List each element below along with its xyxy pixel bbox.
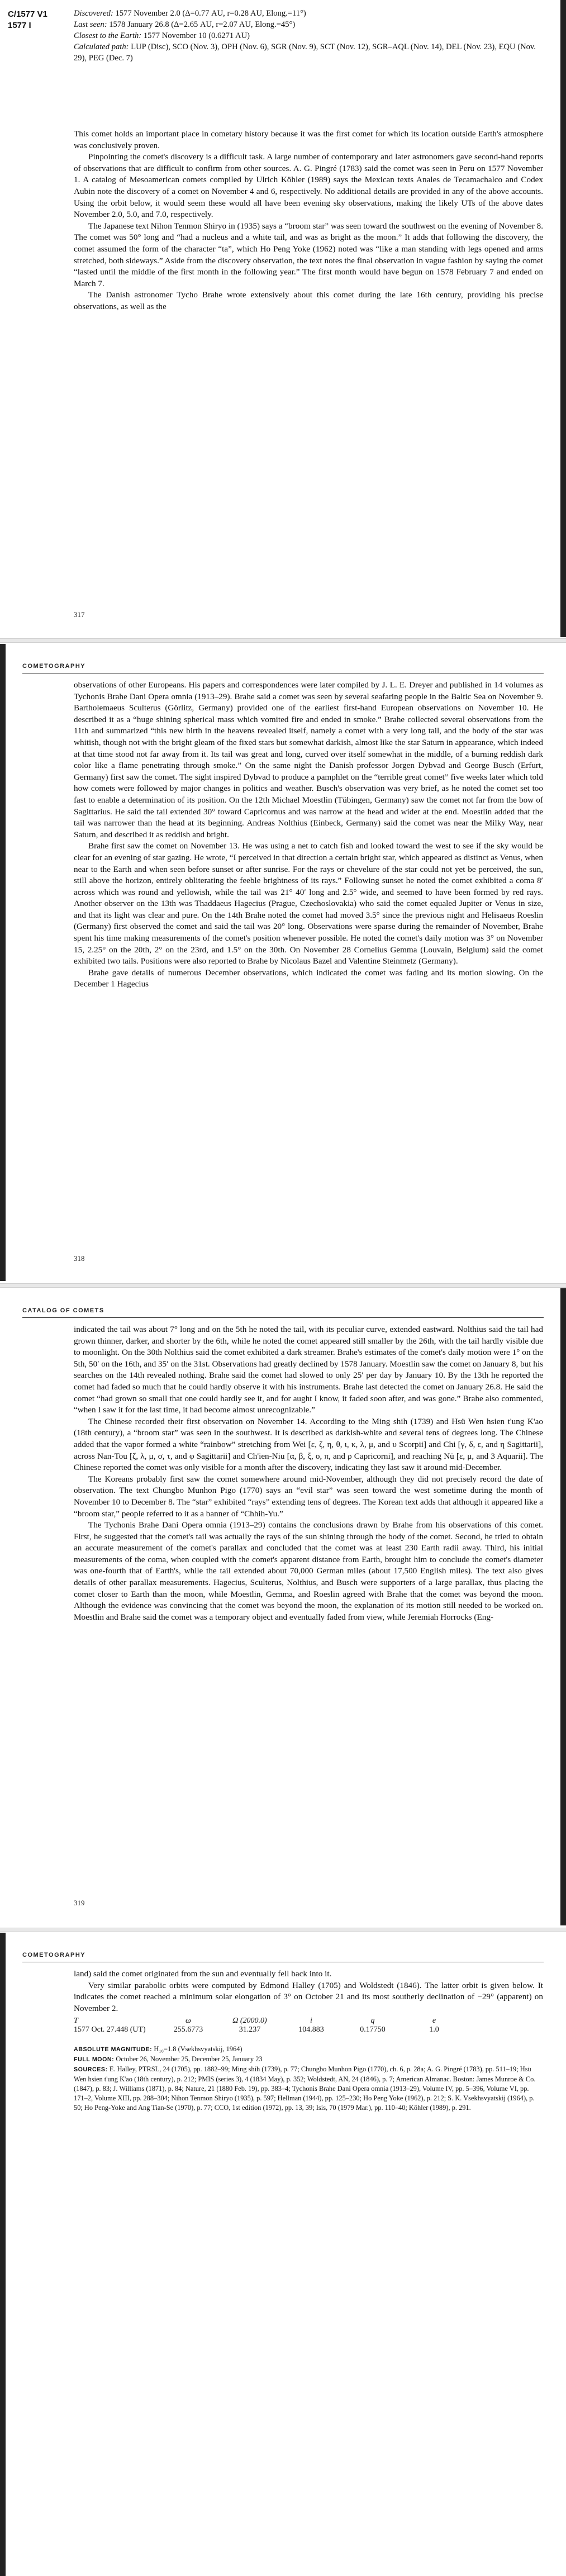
page-320 bbox=[0, 1933, 566, 2576]
scan-edge bbox=[560, 0, 566, 637]
orbit-col-e: e bbox=[432, 2017, 436, 2025]
page-divider bbox=[0, 638, 566, 643]
page-318 bbox=[0, 644, 566, 1281]
comet-designation bbox=[8, 9, 73, 31]
paragraph: Very similar parabolic orbits were computed by Edmond Halley (1705) and Woldstedt (1846). The latter orbit is given below. It indicates the comet reached a minimum solar elongation of 3° on October 21 and its most southerly declination of −29° (apparent) on November 2. bbox=[74, 1980, 543, 2013]
paragraph: observations of other Europeans. His papers and correspondences were later compiled by J. L. E. Dreyer and published in 14 volumes as Tychonis Brahe Dani Opera omnia (1913–29). Brahe said a comet was seen by several seafaring people in the Baltic Sea on November 9. Bartholemaeus Sculterus (Görlitz, Germany) provided one of the earliest first-hand European observations on November 10. He described it as a “huge shining spherical mass which vomited fire and ended in smoke.” Brahe collected several observations from the 11th and summarized “this new birth in the heavens revealed itself, namely a comet with a very long tail, and the body of the star was whitish, though not with the bright gleam of the fixed stars but somewhat darkish, almost like the star Saturn in appearance, which indeed at that time stood not far away from it. Its tail was great and long, curved over itself somewhat in the middle, of a burning reddish dark color like a flame penetrating through smoke.” On the same night the Danish professor Jorgen Dybvad and George Busch (Erfurt, Germany) first saw the comet. The sight inspired Dybvad to produce a pamphlet on the “terrible great comet” five weeks later which told how comets were followed by major changes in politics and weather. Busch's observation was very brief, as he noted the comet set too fast to enable a determination of its position. On the 12th Michael Moestlin (Tübingen, Germany) saw the comet not far from the bow of Sagittarius. He said the tail extended 30° toward Capricornus and was narrow at the head and wider at the end. Moestlin added that the tail was narrower than the head at its beginning. Andreas Nolthius (Einbeck, Germany) said the comet was near the Milky Way, near Saturn, and described it as reddish and bright. bbox=[74, 680, 543, 839]
orbit-col-i: i bbox=[310, 2017, 312, 2025]
page-divider bbox=[0, 1283, 566, 1288]
paragraph: indicated the tail was about 7° long and on the 5th he noted the tail, with its peculiar curve, extended eastward. Nolthius said the tail had grown thinner, darker, and shorter by the 6th, while he noted the comet appeared still smaller by the 26th, with the tail hardly visible due to moonlight. On the 30th Nolthius said the comet exhibited a dark streamer. Brahe's estimates of the comet's daily motion were 1° on the 5th, 50′ on the 16th, and 35′ on the 31st. Observations had greatly declined by 1578 January. Moestlin saw the comet on January 8, but his searches on the 14th revealed nothing. Brahe said the comet had slowed to only 25′ per day by January 10. By the 13th he reported the comet had faded so much that he could hardly observe it with his instruments. Brahe last detected the comet on January 26.8. He said the comet “had grown so small that one could hardly see it, and for aught I know, it faded soon after, and was gone.” Brahe also commented, “when I saw it for the last time, it had become almost unrecognizable.” bbox=[74, 1325, 543, 1415]
scan-edge bbox=[0, 644, 6, 1281]
orbit-val-omega: 255.6773 bbox=[173, 2025, 203, 2034]
comet-designation-primary: C/1577 V1 bbox=[8, 10, 47, 19]
orbit-table-header bbox=[74, 2017, 532, 2025]
paragraph: Pinpointing the comet's discovery is a difficult task. A large number of contemporary and later astronomers gave second-hand reports of observations that are difficult to confirm from other sources. A. G. Pingré (1783) said the comet was seen in Peru on 1577 November 1. A catalog of Mesoamerican comets compiled by Ulrich Köhler (1989) says the Mexican texts Anales de Tecamachalco and Codex Aubin note the discovery of a comet on November 4 and 6, respectively. No additional details are provided in any of the above accounts. Using the orbit below, it would seem these would all have been evening sky observations, making the likely UTs of the above dates November 2.0, 5.0, and 7.0, respectively. bbox=[74, 152, 543, 220]
paragraph: land) said the comet originated from the sun and eventually fell back into it. bbox=[74, 1969, 332, 1979]
body-text bbox=[74, 680, 543, 990]
orbit-val-e: 1.0 bbox=[429, 2025, 439, 2034]
page-number: 318 bbox=[74, 1254, 85, 1263]
paragraph: The Japanese text Nihon Tenmon Shiryo in (1935) says a “broom star” was seen toward the southwest on the evening of November 8. The comet was 50° long and “had a nucleus and a white tail, and was as bright as the moon.” It adds that following the discovery, the comet assumed the form of the character “ta”, which Ho Peng Yoke (1962) noted was “like a man standing with legs opened and arms stretched, both sideways.” Aside from the discovery observation, the text notes the final observation in vague fashion by saying the comet “lasted until the middle of the first month in the following year.” The first month would have begun on 1578 February 7 and ended on March 7. bbox=[74, 221, 543, 288]
orbit-col-t: T bbox=[74, 2017, 78, 2025]
orbit-val-q: 0.17750 bbox=[360, 2025, 386, 2034]
orbit-col-node: Ω (2000.0) bbox=[232, 2017, 267, 2025]
page-number: 317 bbox=[74, 610, 85, 619]
header-rule bbox=[22, 1317, 544, 1318]
closest-row: Closest to the Earth: 1577 November 10 (0.6271 AU) bbox=[74, 31, 250, 40]
discovered-row: Discovered: 1577 November 2.0 (Δ=0.77 AU, r=0.28 AU, Elong.=11°) bbox=[74, 9, 306, 18]
calculated-path-row: Calculated path: LUP (Disc), SCO (Nov. 3), OPH (Nov. 6), SGR (Nov. 9), SCT (Nov. 12), SGR–AQL (Nov. 14), DEL (Nov. 23), EQU (Nov. 29), PEG (Dec. 7) bbox=[74, 42, 536, 63]
page-number: 319 bbox=[74, 1899, 85, 1907]
paragraph: This comet holds an important place in cometary history because it was the first comet for which its location outside Earth's atmosphere was conclusively proven. bbox=[74, 129, 543, 150]
body-text bbox=[74, 1324, 543, 1623]
body-text bbox=[74, 129, 543, 313]
running-head: CATALOG OF COMETS bbox=[22, 1307, 104, 1314]
orbit-table bbox=[74, 2017, 532, 2034]
running-head: COMETOGRAPHY bbox=[22, 1952, 86, 1958]
paragraph: The Koreans probably first saw the comet somewhere around mid-November, although they did not precisely record the date of observation. The text Chungbo Munhon Pigo (1770) says an “evil star” was seen toward the west sometime during the month of November 10 to December 8. The “star” exhibited “rays” extending tens of degrees. The Korean text adds that although it appeared like a “broom star,” people referred to it as a banner of “Chhih-Yu.” bbox=[74, 1474, 543, 1519]
paragraph: Brahe gave details of numerous December observations, which indicated the comet was fading and its motion slowing. On the December 1 Hagecius bbox=[74, 967, 543, 989]
page-divider bbox=[0, 1928, 566, 1932]
absolute-magnitude: ABSOLUTE MAGNITUDE: H₁₀=1.8 (Vsekhsvyatskij, 1964) bbox=[74, 2045, 242, 2053]
full-moon: FULL MOON: October 26, November 25, December 25, January 23 bbox=[74, 2055, 263, 2063]
paragraph: Brahe first saw the comet on November 13. He was using a net to catch fish and looked toward the west to see if the sky would be clear for an evening of star gazing. He wrote, “I perceived in that direction a certain bright star, which appeared as distinct as Venus, when near to the Earth and when seen before sunset or after sunrise. For the rays or chevelure of the star could not yet be perceived, the sun, still above the horizon, entirely obliterating the feeble brightness of its rays.” Following sunset he noted the comet exhibited a coma 8′ across which was round and yellowish, while the tail was 21° 40′ long and 2.5° wide, and seemed to have been formed by red rays. Another observer on the 13th was Thaddaeus Hagecius (Prague, Czechoslovakia) who said the comet equaled Jupiter or Venus in size, and that its light was clear and pure. On the 14th Brahe noted the comet had moved 3.5° since the previous night and Helisaeus Roeslin (Germany) first observed the comet and said the tail was 20° long. Observations were sparse during the remainder of November, Brahe spent his time making measurements of the comet's position whenever possible. He noted the comet's daily motion was 3° on November 15, 2.25° on the 20th, 2° on the 23rd, and 1.5° on the 30th. On November 28 Cornelius Gemma (Louvain, Belgium) said the comet exhibited two tails. Positions were also reported to Brahe by Nicolaus Bazel and Valentine Steinmetz (Germany). bbox=[74, 841, 544, 966]
paragraph: The Tychonis Brahe Dani Opera omnia (1913–29) contains the conclusions drawn by Brahe from his observations of this comet. First, he suggested that the comet's tail was actually the rays of the sun shining through the body of the comet. Second, he tried to obtain an accurate measurement of the comet's parallax and concluded that the comet was at least 230 Earth radii away. Third, his initial measurements of the coma, when coupled with the comet's apparent distance from Earth, brought him to conclude the comet's diameter was one-fourth that of Earth's, while the tail extended about 70,000 German miles (about 17,500 English miles). The text also gives details of other parallax measurements. Hagecius, Sculterus, Nolthius, and Busch were supporters of a large parallax, thus placing the comet closer to Earth than the moon, while Moestlin, Gemma, and Roeslin agreed with Brahe that the comet was beyond the moon. Although the evidence was convincing that the comet was beyond the moon, the explanation of its motion still needed to be worked on. Moestlin and Brahe said the comet was a temporary object and eventually faded from view, while Jeremiah Horrocks (Eng- bbox=[74, 1520, 543, 1622]
comet-designation-alt: 1577 I bbox=[8, 21, 31, 30]
scan-edge bbox=[0, 1933, 6, 2576]
orbit-val-i: 104.883 bbox=[298, 2025, 324, 2034]
paragraph: The Danish astronomer Tycho Brahe wrote extensively about this comet during the late 16th century, providing his precise observations, as well as the bbox=[74, 290, 543, 311]
page-319 bbox=[0, 1288, 566, 1925]
orbit-val-t: 1577 Oct. 27.448 (UT) bbox=[74, 2025, 146, 2034]
running-head: COMETOGRAPHY bbox=[22, 663, 86, 670]
last-seen-row: Last seen: 1578 January 26.8 (Δ=2.65 AU, r=2.07 AU, Elong.=45°) bbox=[74, 20, 296, 29]
sources: SOURCES: E. Halley, PTRSL, 24 (1705), pp. 1882–99; Ming shih (1739), p. 77; Chungbo Munhon Pigo (1770), ch. 6, p. 28a; A. G. Pingré (1783), pp. 511–19; Hsü Wen hsien t'ung K'ao (18th century), p. 212; PMIS (series 3), 4 (1834 May), p. 352; Woldstedt, AN, 24 (1846), p. 7; American Almanac. Boston: James Munroe & Co. (1847), p. 83; J. Williams (1871), p. 84; Nature, 21 (1880 Feb. 19), pp. 383–4; Tychonis Brahe Dani Opera omnia (1913–29), Volume IV, pp. 5–396, Volume VI, pp. 171–2, Volume XIII, pp. 288–304; Nihon Tenmon Shiryo (1935), p. 597; Hellman (1944), pp. 125–230; Ho Peng Yoke (1962), p. 212; S. K. Vsekhsvyatskij (1964), p. 50; Ho Peng-Yoke and Ang Tian-Se (1970), p. 77; CCO, 1st edition (1972), pp. 13, 39; Isis, 70 (1979 Mar.), pp. 110–40; Köhler (1989), p. 291. bbox=[74, 2065, 536, 2112]
orbit-val-node: 31.237 bbox=[239, 2025, 261, 2034]
orbit-table-row bbox=[74, 2025, 532, 2034]
paragraph: The Chinese recorded their first observation on November 14. According to the Ming shih (1739) and Hsü Wen hsien t'ung K'ao (18th century), a “broom star” was seen in the southwest. It is described as darkish-white and several tens of degrees long. The Chinese added that the vapor formed a white “rainbow” stretching from Wei [ε, ζ, η, θ, ι, κ, λ, μ, and υ Scorpii] and Chi [γ, δ, ε, and η Sagittarii], across Nan-Tou [ζ, λ, μ, σ, τ, and φ Sagittarii] and Ch'ien-Niu [α, β, ξ, ο, π, and ρ Capricorni], and reaching Nü [ε, μ, and 3 Aquarii]. The Chinese reported the comet was only visible for a month after the discovery, indicating they last saw it around mid-December. bbox=[74, 1416, 543, 1473]
scan-edge bbox=[560, 1288, 566, 1925]
notes-block bbox=[74, 2044, 543, 2113]
page-317 bbox=[0, 0, 566, 637]
orbit-col-q: q bbox=[370, 2017, 375, 2025]
body-text bbox=[74, 1968, 543, 2014]
orbit-col-omega: ω bbox=[186, 2017, 191, 2025]
comet-meta bbox=[74, 8, 549, 64]
